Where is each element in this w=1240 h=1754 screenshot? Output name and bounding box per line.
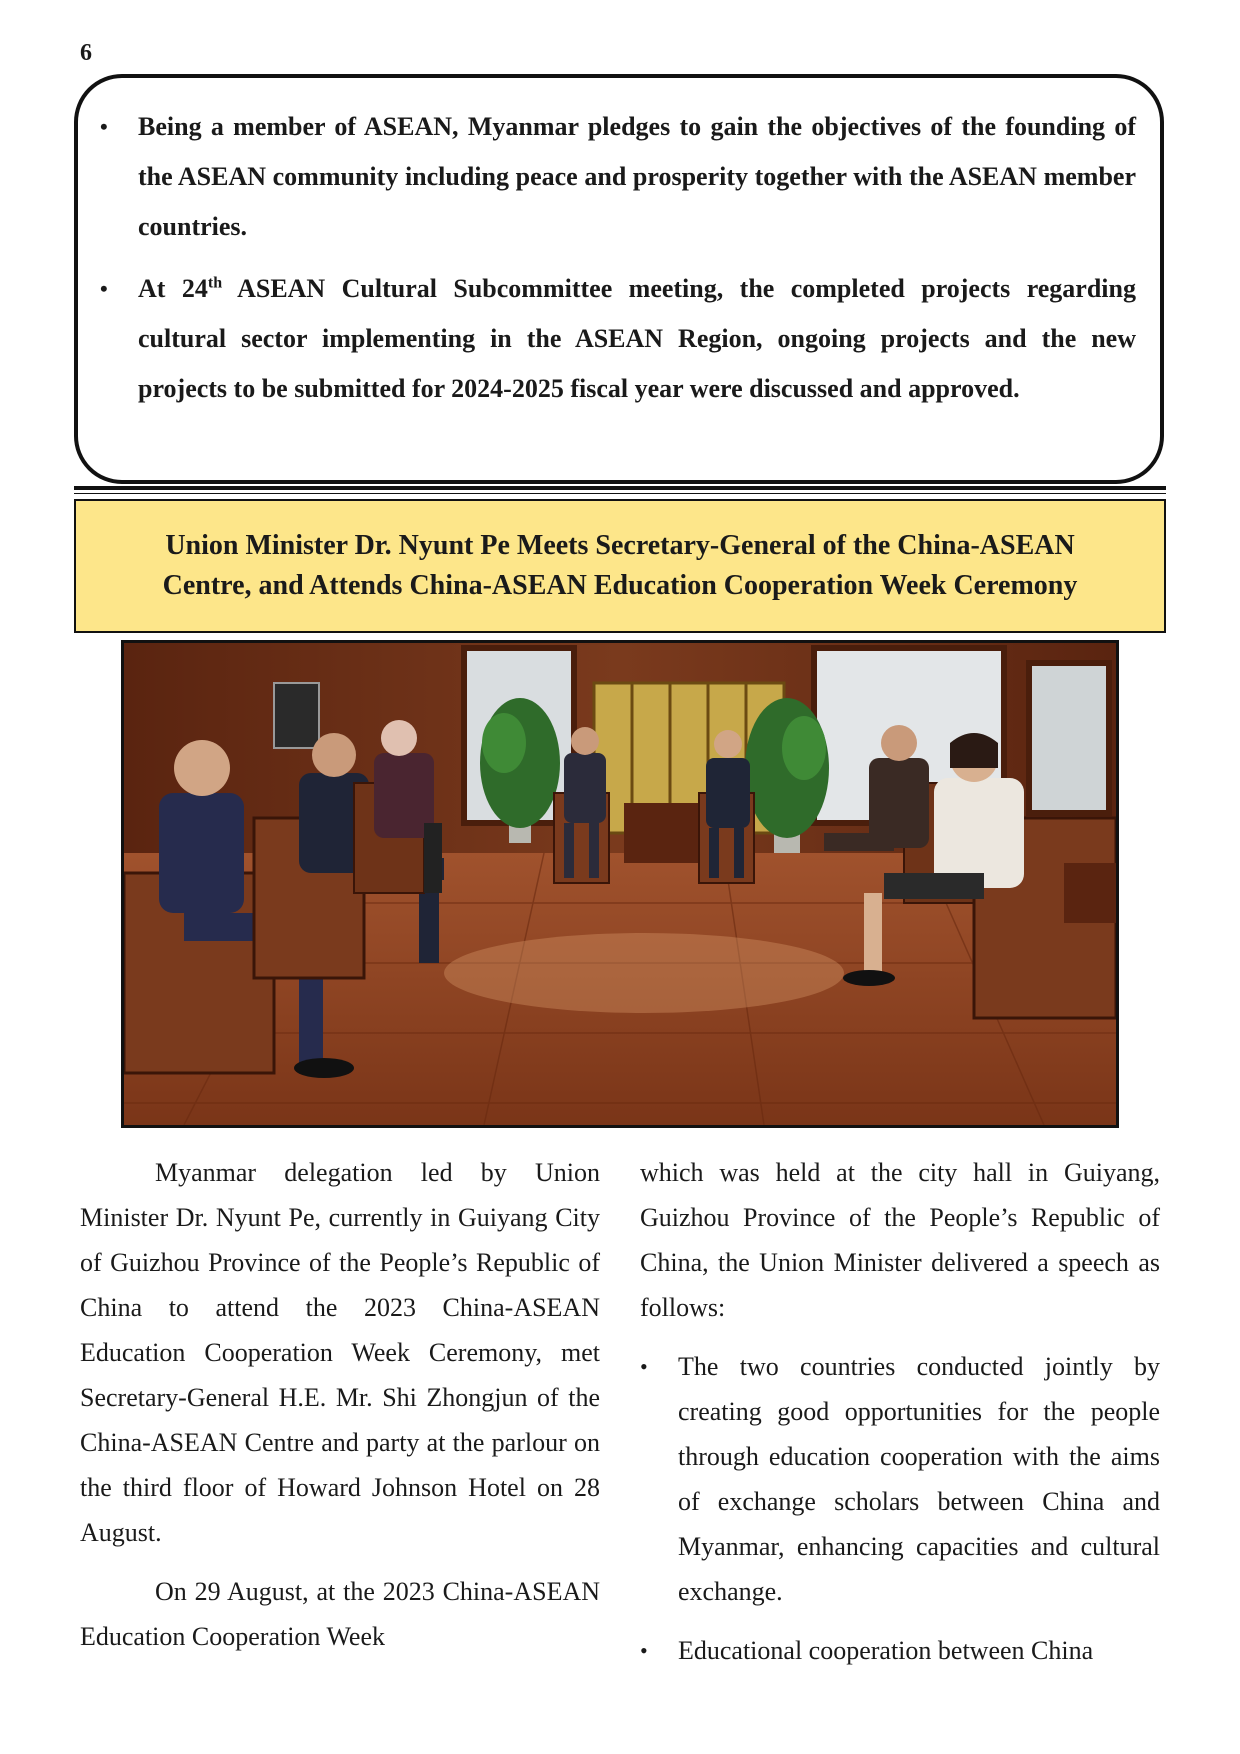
speech-point-text: The two countries conducted jointly by creating good opportunities for the people through education cooperation with the aims of exchange scholars between China and Myanmar, enhancing capacities and cultural exchange. [678, 1352, 1160, 1606]
speech-points [640, 1344, 1160, 1673]
summary-text-1: Being a member of ASEAN, Myanmar pledges to gain the objectives of the founding of the ASEAN community including peace and prosperity together with the ASEAN member countries. [138, 112, 1136, 241]
article-paragraph: Myanmar delegation led by Union Minister Dr. Nyunt Pe, currently in Guiyang City of Guizhou Province of the People’s Republic of China to attend the 2023 China-ASEAN Education Cooperation Week Ceremony, met Secretary-General H.E. Mr. Shi Zhongjun of the China-ASEAN Centre and party at the parlour on the third floor of Howard Johnson Hotel on 28 August. [80, 1158, 600, 1547]
bullet-dot-icon: • [640, 1638, 648, 1663]
article-paragraph: On 29 August, at the 2023 China-ASEAN Education Cooperation Week [80, 1577, 600, 1651]
article-paragraph: which was held at the city hall in Guiyang, Guizhou Province of the People’s Republic of China, the Union Minister delivered a speech as follows: [640, 1158, 1160, 1322]
speech-point-1 [640, 1344, 1160, 1614]
meeting-photo [121, 640, 1119, 1128]
article-column-right [640, 1150, 1160, 1687]
headline [105, 526, 1135, 606]
divider-thin [74, 493, 1166, 494]
page-number: 6 [80, 40, 92, 66]
article-column-left [80, 1150, 600, 1673]
headline-line-2: Centre, and Attends China-ASEAN Education Cooperation Week Ceremony [162, 570, 1078, 601]
bullet-dot-icon: • [100, 276, 108, 301]
summary-bullet-1 [100, 102, 1136, 252]
summary-text-2-after: ASEAN Cultural Subcommittee meeting, the completed projects regarding cultural sector implementing in the ASEAN Region, ongoing projects and the new projects to be submitted for 2024-2025 fiscal year were discussed and approved. [138, 274, 1136, 403]
window-far-right [1029, 663, 1109, 813]
bullet-dot-icon: • [640, 1354, 648, 1379]
speech-point-text: Educational cooperation between China [678, 1636, 1094, 1665]
bullet-dot-icon: • [100, 114, 108, 139]
summary-bullet-2 [100, 264, 1136, 414]
center-table [624, 803, 704, 863]
speech-point-2 [640, 1628, 1160, 1673]
summary-box [74, 74, 1164, 484]
ordinal-suffix: th [207, 274, 223, 292]
summary-list [100, 102, 1136, 426]
floor-reflection [444, 933, 844, 1013]
side-table [1064, 863, 1116, 923]
summary-text-2-before: At 24 [138, 274, 208, 303]
meeting-photo-illustration [124, 643, 1116, 1125]
divider-thick [74, 486, 1166, 490]
wall-tv [274, 683, 319, 748]
headline-box [74, 499, 1166, 633]
headline-line-1: Union Minister Dr. Nyunt Pe Meets Secretary-General of the China-ASEAN [165, 530, 1075, 561]
